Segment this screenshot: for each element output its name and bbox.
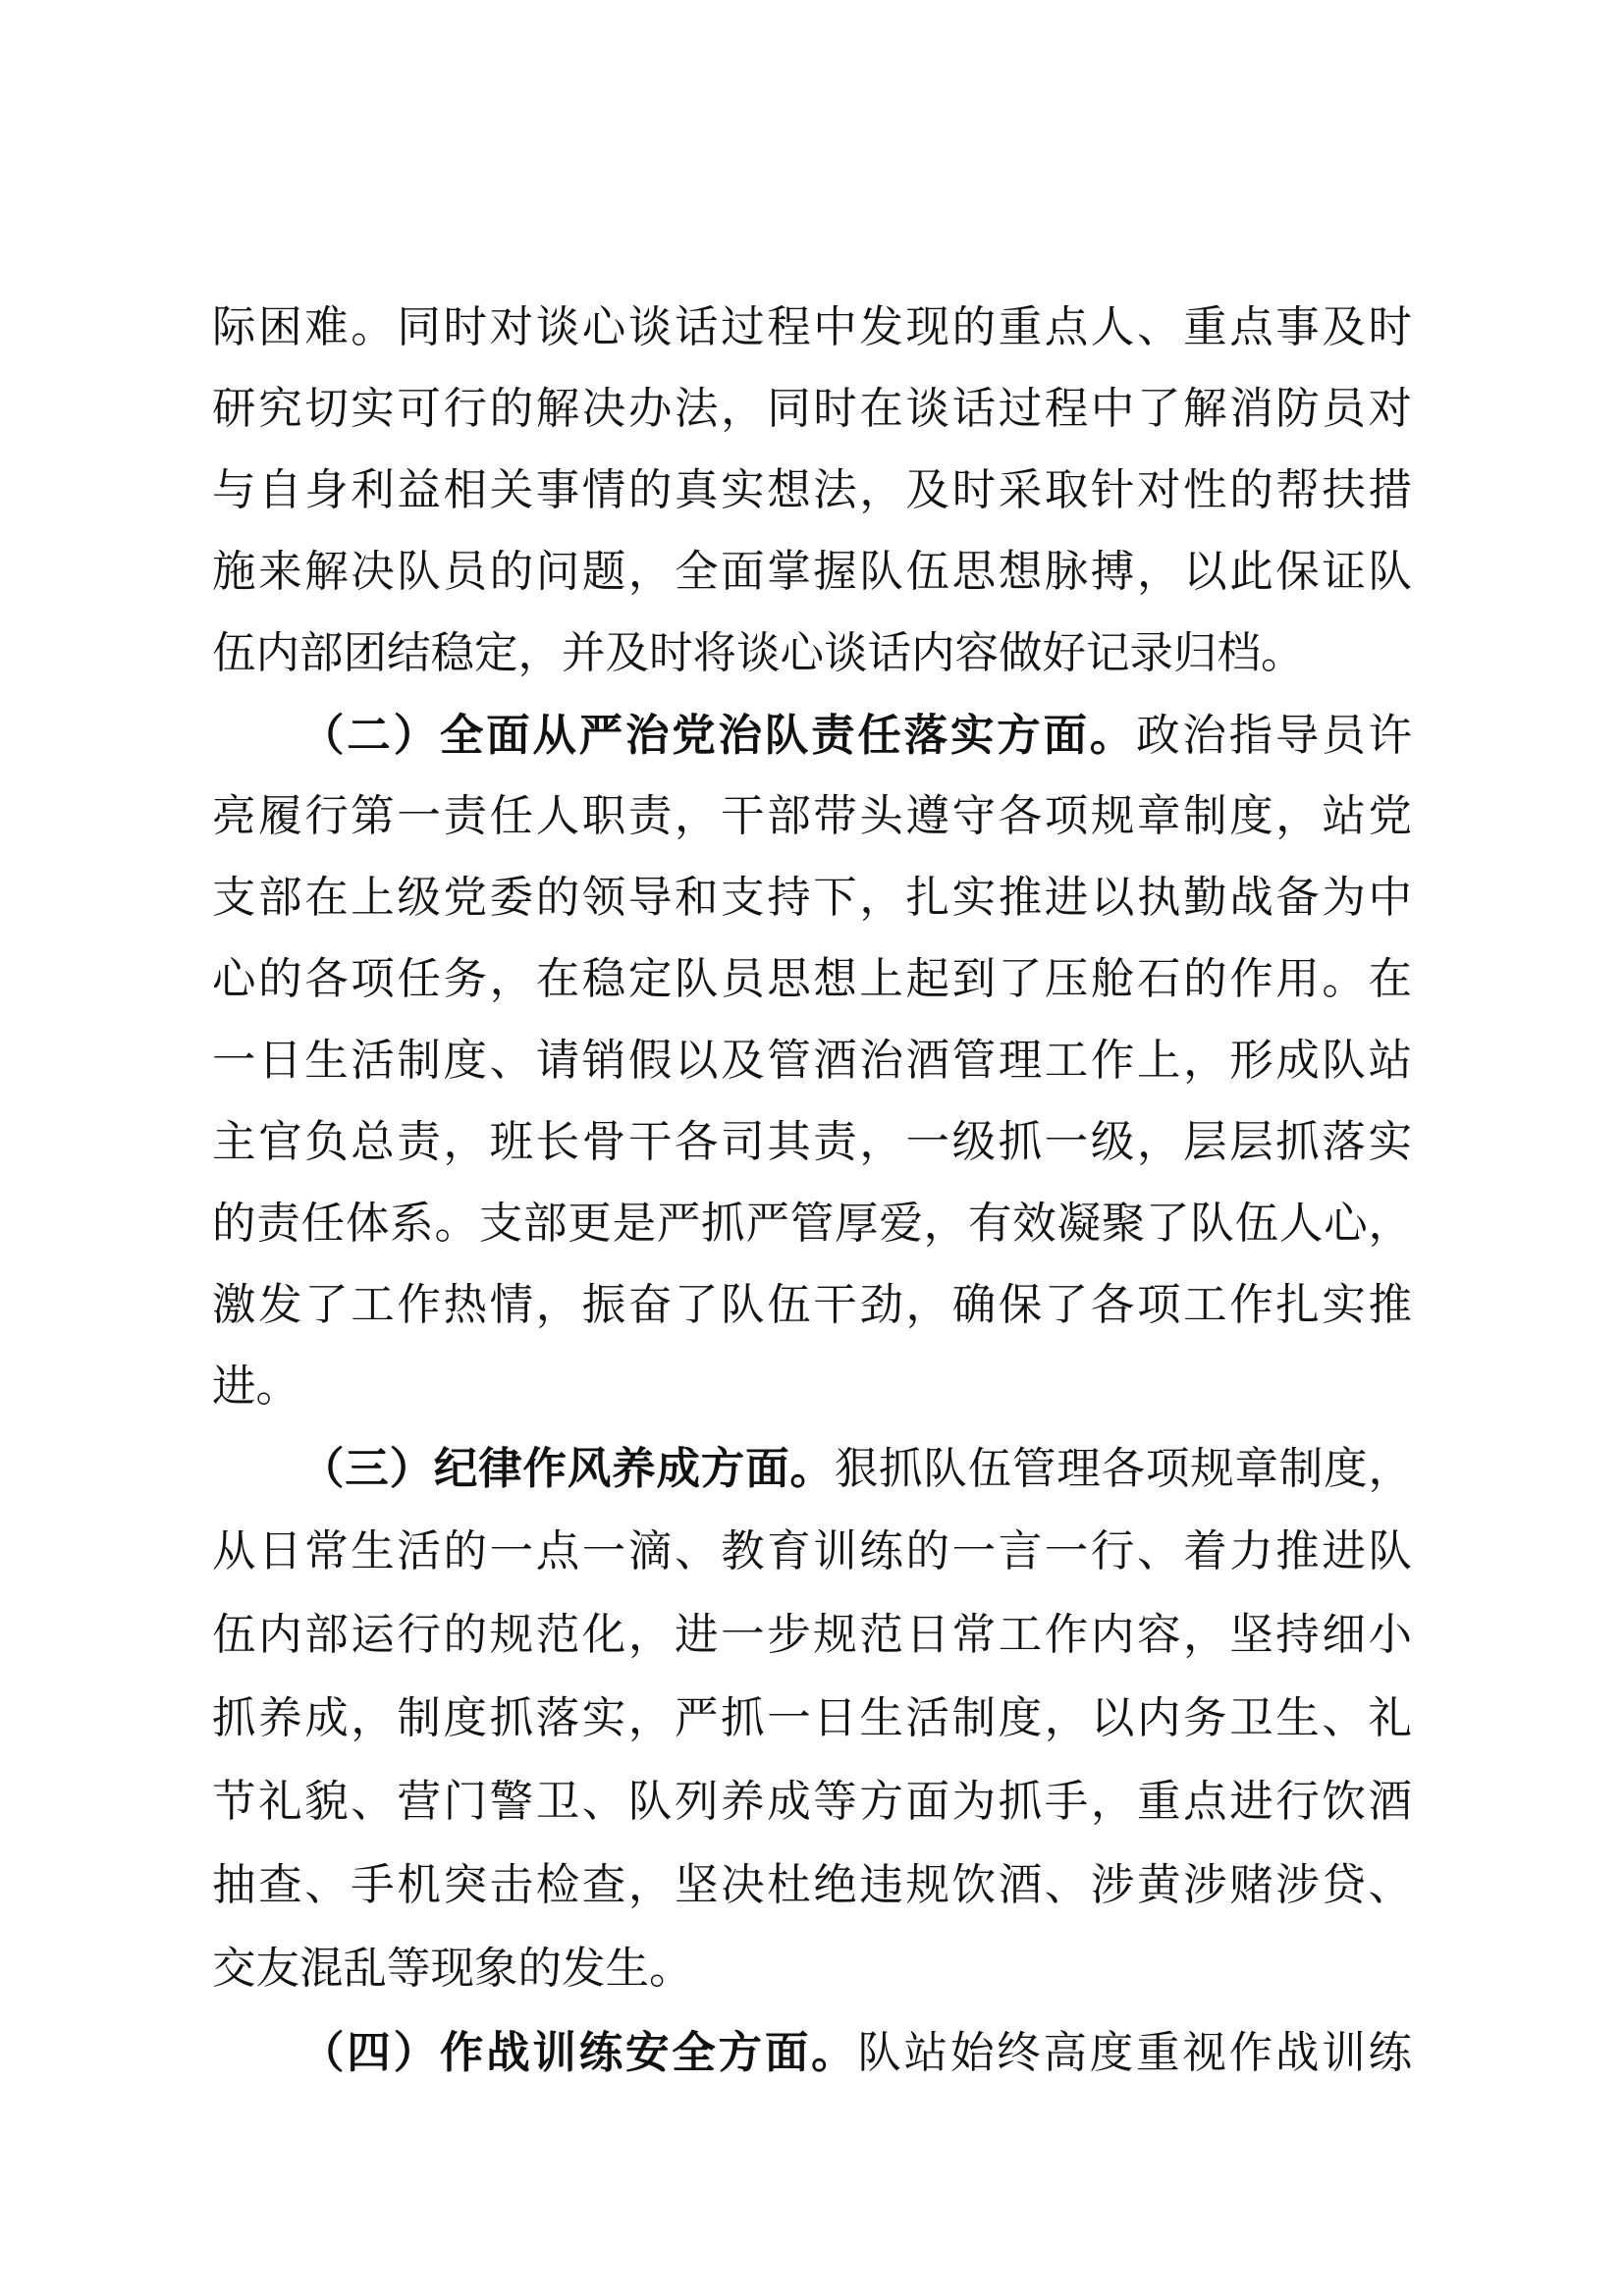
paragraph-line: 支部在上级党委的领导和支持下，扎实推进以执勤战备为中	[212, 873, 1412, 923]
section-2-first-line	[300, 706, 1412, 765]
paragraph-line: 施来解决队员的问题，全面掌握队伍思想脉搏，以此保证队	[212, 547, 1412, 597]
paragraph-line: 与自身利益相关事情的真实想法，及时采取针对性的帮扶措	[212, 465, 1412, 515]
paragraph-line: 研究切实可行的解决办法，同时在谈话过程中了解消防员对	[212, 384, 1412, 434]
paragraph-line: 交友混乱等现象的发生。	[212, 1944, 693, 1994]
paragraph-line: 伍内部运行的规范化，进一步规范日常工作内容，坚持细小	[212, 1610, 1412, 1660]
paragraph-line: 一日生活制度、请销假以及管酒治酒管理工作上，形成队站	[212, 1036, 1412, 1086]
section-2-heading: （二）全面从严治党治队责任落实方面。	[300, 710, 1137, 761]
section-2-text: 政治指导员许	[1136, 711, 1412, 761]
section-3-first-line	[300, 1439, 1412, 1498]
paragraph-line: 抽查、手机突击检查，坚决杜绝违规饮酒、涉黄涉赌涉贷、	[212, 1860, 1412, 1910]
paragraph-line: 节礼貌、营门警卫、队列养成等方面为抓手，重点进行饮酒	[212, 1777, 1412, 1827]
paragraph-line: 伍内部团结稳定，并及时将谈心谈话内容做好记录归档。	[212, 628, 1305, 678]
section-3-text: 狠抓队伍管理各项规章制度，	[834, 1444, 1412, 1494]
paragraph-line: 抓养成，制度抓落实，严抓一日生活制度，以内务卫生、礼	[212, 1693, 1412, 1743]
section-3-heading: （三）纪律作风养成方面。	[300, 1443, 835, 1494]
paragraph-line: 际困难。同时对谈心谈话过程中发现的重点人、重点事及时	[212, 302, 1412, 352]
paragraph-line: 激发了工作热情，振奋了队伍干劲，确保了各项工作扎实推	[212, 1280, 1412, 1330]
paragraph-line: 主官负总责，班长骨干各司其责，一级抓一级，层层抓落实	[212, 1117, 1412, 1167]
section-4-first-line	[300, 2023, 1412, 2082]
section-4-text: 队站始终高度重视作战训练	[857, 2028, 1412, 2078]
paragraph-line: 进。	[212, 1362, 300, 1412]
paragraph-line: 亮履行第一责任人职责，干部带头遵守各项规章制度，站党	[212, 791, 1412, 841]
paragraph-line: 心的各项任务，在稳定队员思想上起到了压舱石的作用。在	[212, 954, 1412, 1004]
paragraph-line: 的责任体系。支部更是严抓严管厚爱，有效凝聚了队伍人心，	[212, 1199, 1412, 1249]
section-4-heading: （四）作战训练安全方面。	[300, 2027, 858, 2078]
paragraph-line: 从日常生活的一点一滴、教育训练的一言一行、着力推进队	[212, 1526, 1412, 1576]
